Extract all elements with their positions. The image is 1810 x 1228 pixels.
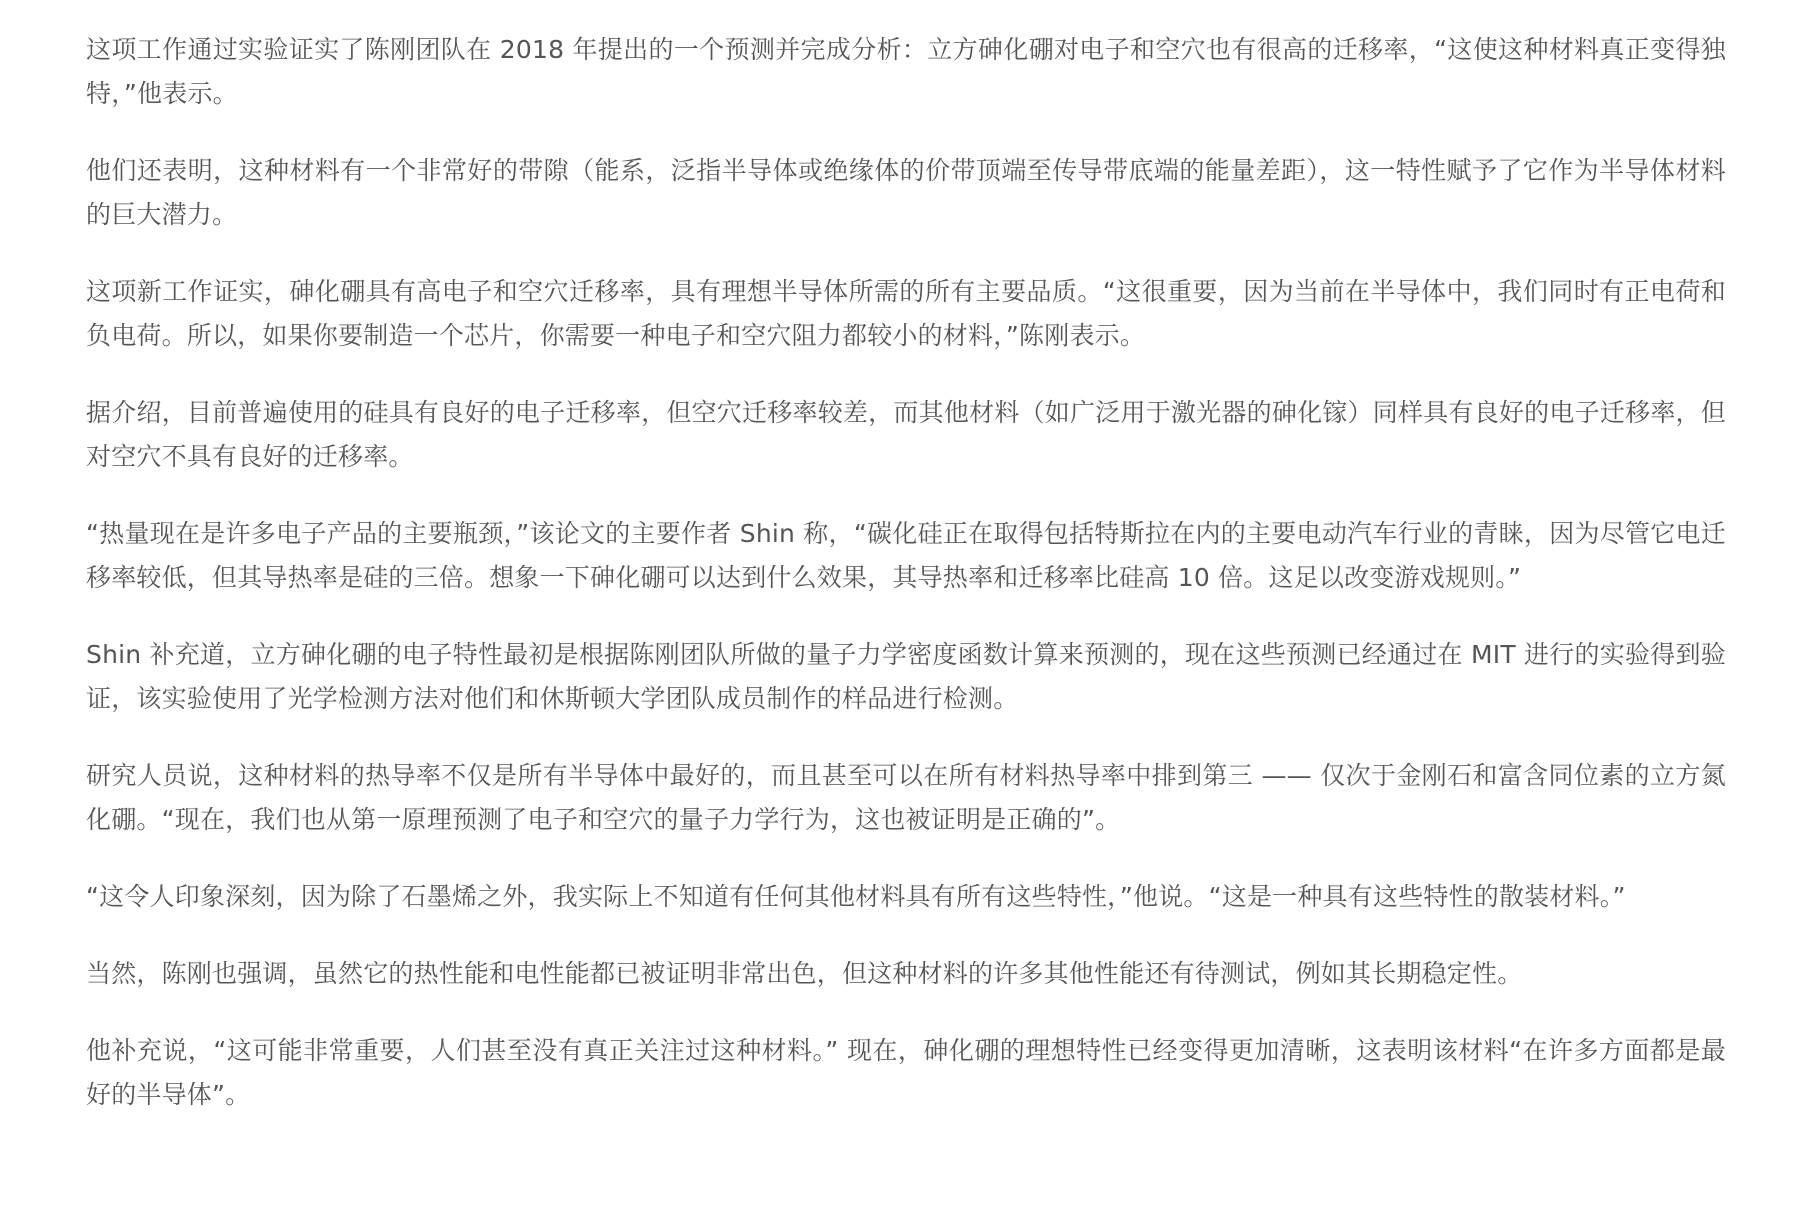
- paragraph-8: “这令人印象深刻，因为除了石墨烯之外，我实际上不知道有任何其他材料具有所有这些特性，”他说。“这是一种具有这些特性的散装材料。”: [86, 882, 1626, 911]
- paragraph-5: “热量现在是许多电子产品的主要瓶颈，”该论文的主要作者 Shin 称，“碳化硅正在取得包括特斯拉在内的主要电动汽车行业的青睐，因为尽管它电迁移率较低，但其导热率是硅的三倍。想象一下砷化硼可以达到什么效果，其导热率和迁移率比硅高 10 倍。这足以改变游戏规则。”: [86, 519, 1726, 592]
- paragraph-4: 据介绍，目前普遍使用的硅具有良好的电子迁移率，但空穴迁移率较差，而其他材料（如广泛用于激光器的砷化镓）同样具有良好的电子迁移率，但对空穴不具有良好的迁移率。: [86, 398, 1726, 471]
- paragraph-7: 研究人员说，这种材料的热导率不仅是所有半导体中最好的，而且甚至可以在所有材料热导率中排到第三 —— 仅次于金刚石和富含同位素的立方氮化硼。“现在，我们也从第一原理预测了电子和空穴的量子力学行为，这也被证明是正确的”。: [86, 761, 1726, 834]
- paragraph-10: 他补充说，“这可能非常重要，人们甚至没有真正关注过这种材料。” 现在，砷化硼的理想特性已经变得更加清晰，这表明该材料“在许多方面都是最好的半导体”。: [86, 1036, 1726, 1109]
- paragraph-6: Shin 补充道，立方砷化硼的电子特性最初是根据陈刚团队所做的量子力学密度函数计算来预测的，现在这些预测已经通过在 MIT 进行的实验得到验证，该实验使用了光学检测方法对他们和休斯顿大学团队成员制作的样品进行检测。: [86, 640, 1726, 713]
- paragraph-1: 这项工作通过实验证实了陈刚团队在 2018 年提出的一个预测并完成分析：立方砷化硼对电子和空穴也有很高的迁移率，“这使这种材料真正变得独特，”他表示。: [86, 35, 1726, 108]
- paragraph-9: 当然，陈刚也强调，虽然它的热性能和电性能都已被证明非常出色，但这种材料的许多其他性能还有待测试，例如其长期稳定性。: [86, 959, 1523, 988]
- paragraph-3: 这项新工作证实，砷化硼具有高电子和空穴迁移率，具有理想半导体所需的所有主要品质。“这很重要，因为当前在半导体中，我们同时有正电荷和负电荷。所以，如果你要制造一个芯片，你需要一种电子和空穴阻力都较小的材料，”陈刚表示。: [86, 277, 1726, 350]
- article-body: [86, 28, 1726, 1150]
- paragraph-2: 他们还表明，这种材料有一个非常好的带隙（能系，泛指半导体或绝缘体的价带顶端至传导带底端的能量差距），这一特性赋予了它作为半导体材料的巨大潜力。: [86, 156, 1726, 229]
